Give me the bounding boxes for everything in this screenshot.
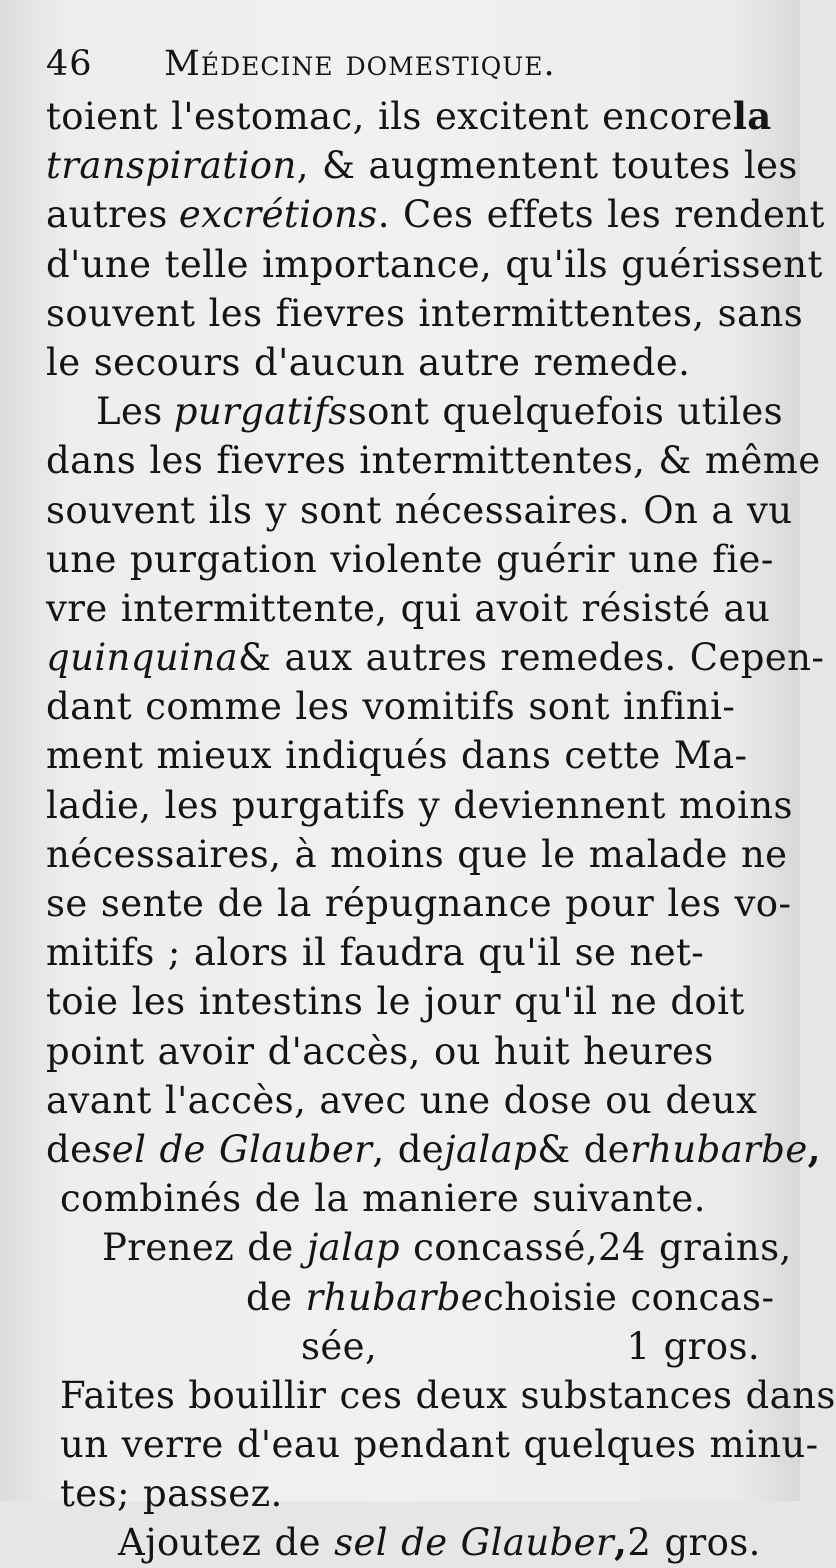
text-line — [46, 387, 784, 436]
italic-term: rhubarbe — [630, 1127, 808, 1171]
italic-term: jalap — [306, 1226, 400, 1270]
italic-term: sel de Glauber — [334, 1521, 615, 1565]
text-span: combinés de la maniere suivante. — [60, 1177, 706, 1221]
text-span: & de — [537, 1127, 631, 1171]
text-line — [46, 92, 772, 141]
text-span: vre intermittente, qui avoit résisté au — [46, 586, 771, 630]
text-line — [46, 141, 798, 190]
text-line — [46, 1371, 836, 1420]
text-line — [46, 731, 760, 780]
text-span: une purgation violente guérir une fie- — [46, 537, 774, 581]
text-span: de — [46, 1127, 93, 1171]
italic-term: transpiration — [46, 144, 297, 188]
text-span: Ajoutez de — [118, 1521, 335, 1565]
text-span: avant l'accès, avec une dose ou deux — [46, 1078, 758, 1122]
text-span: souvent les fievres intermittentes, sans — [46, 291, 804, 335]
text-line — [46, 1125, 821, 1174]
recipe-line — [46, 1223, 792, 1272]
recipe-quantity: 24 grains, — [597, 1226, 792, 1270]
text-span: sont quelquefois utiles — [347, 390, 784, 434]
text-span: concassé, — [399, 1226, 598, 1270]
text-span: un verre d'eau pendant quelques minu- — [60, 1423, 819, 1467]
recipe-instruction — [102, 1223, 598, 1272]
running-title: Médecine domestique. — [164, 44, 556, 84]
text-span: de — [246, 1275, 306, 1319]
text-span: la — [732, 94, 772, 138]
text-line — [46, 1420, 819, 1469]
text-span: Les — [96, 390, 163, 434]
text-span: ladie, les purgatifs y deviennent moins — [46, 783, 793, 827]
text-line — [46, 486, 793, 535]
text-span: le secours d'aucun autre remede. — [46, 340, 691, 384]
text-line — [46, 584, 771, 633]
italic-term: excrétions — [178, 193, 378, 237]
text-line — [46, 190, 825, 239]
recipe-quantity: 2 gros. — [627, 1521, 761, 1565]
text-span: . Ces effets les rendent — [377, 193, 825, 237]
text-span: nécessaires, à moins que le malade ne — [46, 832, 788, 876]
text-line — [46, 535, 774, 584]
text-span: dant comme les vomitifs sont infini- — [46, 685, 736, 729]
page-number: 46 — [46, 44, 93, 84]
text-span: mitifs ; alors il faudra qu'il se net- — [46, 931, 705, 975]
recipe-line — [46, 1518, 760, 1567]
text-line — [46, 1469, 760, 1518]
page-header — [46, 44, 760, 90]
text-line — [46, 1027, 760, 1076]
text-span: se sente de la répugnance pour les vo- — [46, 882, 792, 925]
recipe-instruction — [118, 1518, 627, 1567]
text-span: dans les fievres intermittentes, & même — [46, 439, 821, 483]
text-span: Prenez de — [102, 1226, 307, 1270]
text-span: , de — [372, 1127, 445, 1171]
text-span: choisie concas- — [483, 1275, 775, 1319]
italic-term: jalap — [444, 1127, 538, 1171]
text-span: & aux autres remedes. Cepen- — [238, 636, 825, 680]
text-line — [46, 928, 760, 977]
body-text — [46, 92, 836, 1568]
text-line — [46, 830, 788, 879]
text-line — [46, 1174, 760, 1223]
text-span: autres — [46, 193, 168, 237]
text-span: toie les intestins le jour qu'il ne doit — [46, 980, 745, 1024]
text-line — [46, 240, 823, 289]
italic-term: rhubarbe — [305, 1275, 484, 1319]
text-span: , — [614, 1520, 628, 1565]
text-line — [46, 633, 825, 682]
text-span: , & augmentent toutes les — [296, 144, 798, 188]
text-span: point avoir d'accès, ou huit heures — [46, 1029, 714, 1073]
text-line — [46, 1076, 760, 1125]
recipe-instruction — [246, 1273, 483, 1322]
recipe-line — [46, 1322, 760, 1371]
italic-term: quinquina — [46, 636, 239, 680]
recipe-line — [46, 1273, 775, 1322]
italic-term: purgatifs — [173, 390, 348, 434]
text-span: d'une telle importance, qu'ils guérissent — [46, 242, 823, 286]
text-span: ment mieux indiqués dans cette Ma- — [46, 734, 748, 778]
text-span: toient l'estomac, ils excitent encore — [46, 95, 733, 138]
text-line — [46, 436, 821, 485]
text-line — [46, 879, 792, 928]
text-span: Faites bouillir ces deux substances dans — [60, 1373, 836, 1417]
text-line — [46, 289, 804, 338]
text-span: , — [807, 1126, 821, 1171]
text-line — [46, 781, 793, 830]
text-span: souvent ils y sont nécessaires. On a vu — [46, 488, 793, 532]
italic-term: sel de Glauber — [92, 1127, 373, 1171]
text-line — [46, 977, 760, 1026]
text-span: sée, — [301, 1324, 378, 1368]
recipe-quantity: 1 gros. — [626, 1324, 760, 1368]
text-span: tes; passez. — [60, 1472, 283, 1516]
text-line — [46, 338, 760, 387]
text-line — [46, 682, 760, 731]
